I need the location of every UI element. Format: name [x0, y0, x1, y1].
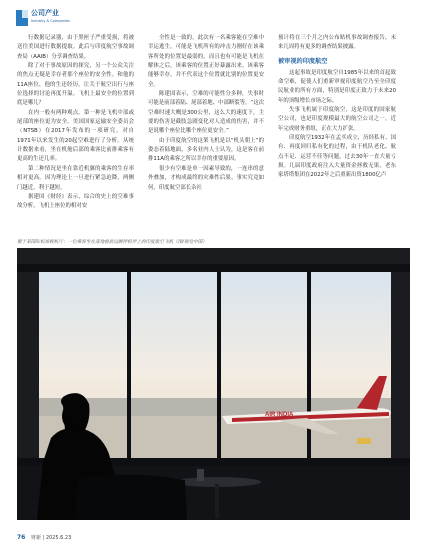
aircraft-livery-text: AIR INDIA: [265, 412, 294, 418]
window-mullion: [217, 264, 221, 464]
window-frame-top: [17, 264, 410, 272]
window-mullion: [127, 264, 131, 464]
paragraph: 很少有空难是单一因素导致的，一连串的意外叠加，才构成最终的灾难性后果。事实究竟如何，印度航空部长杂社: [148, 165, 264, 191]
paragraph: 全性是一致的。此次有一名乘客能在空难中幸运逃生，可能是飞机所有的冲击力刚好在该乘客所处的位置是最弱的，而且也有可能是飞机在解体之后，该乘客的位置正好暴露出来。该乘客能够幸存，并不代表这个位置就比别的位置更安全。: [148, 35, 264, 88]
paragraph: 行数据记录器，由于黑匣子严重受损，将被送往美国进行数据提取。此后与印度航空事故调查局（AAIB）分享调查结果。: [17, 35, 134, 60]
paragraph: 陈建国表示，空难的可能性分多种，失事时可能是前部着陆、尾部着地、中部断裂等。“这次空难时速大概是300公里，这么大的速度下，主要的伤害是截肢急剧变化对人造成的伤害，并不是说哪个座位比哪个座位更安全。”: [148, 91, 264, 135]
magazine-section-logo: [16, 8, 70, 30]
issue-info: 财新 | 2025.6.23: [30, 535, 72, 541]
photo-caption: 摄于某国际机场候机厅：一位乘客坐在落地窗前远眺停机坪上的印度航空飞机（图/视觉中国）: [17, 240, 207, 245]
article-column-1: [17, 34, 134, 232]
page-footer: [17, 534, 71, 541]
article-photo: [17, 248, 410, 520]
paragraph: 在内一般有两种观点。第一种是飞机中部或尾部的座位更为安全。美国国家运输安全委员会（NTSB）在2017年发布的一项研究，对自1971年以来发生的20起空难进行了分析。从统计数据来看，坐在机舱后部的乘客比前排乘客有更高的生还几率。: [17, 109, 134, 163]
article-column-3: [278, 34, 396, 232]
article-column-2: [148, 34, 264, 232]
ground-vehicle: [357, 438, 371, 444]
chair-silhouette: [75, 474, 187, 520]
section-logo-icon: [16, 10, 28, 26]
paragraph: 据建国《财经》表示，综合的史上的空难事故分析，飞机上座位的相对安: [17, 193, 134, 210]
paragraph: 预计将在三个月之内公布贴机事故调查报告，未来几周将有更多的调查结果披露。: [278, 35, 396, 51]
section-heading: 被审视的印度航空: [278, 57, 328, 65]
paragraph: 这起事故是印度航空自1985年以来的首起致命空难，促使人们重新审视印度航空乃至全印度民航业的所有方面，特别是印度正致力于未来20年的顶级增长市场之际。: [278, 69, 396, 104]
section-title: 公司产业: [31, 9, 59, 17]
paragraph: 印度航空1932年在孟买成立，历经私有、国有、再度回归私有化的过程，由于机队老化、航点不足、运营不佳等问题，过去30年一直大量亏损。几届印度政府注入大量资金拯救无果，老东家塔塔集团在2022年之后重新出资1800亿卢: [278, 135, 396, 179]
paragraph: 除了对于事故原因的探究，另一个公众关注的焦点无疑是幸存者那个座位的安全性。和他的11A座位，他的生还经历，让关于航空出行与座位选择的讨论再度升温。飞机上最安全的位置到底是哪儿？: [17, 63, 134, 107]
window-mullion: [307, 264, 311, 464]
paragraph: 第二种情况是坐在靠近机翼的乘客的生存率相对更高。因为理论上一旦进行紧急迫降，两侧门越近，利于越短。: [17, 165, 134, 191]
paragraph: 由于印度航空的这架飞机是以“机头朝上”的姿态着陆地面，多名业内人士认为，这是客在前排11A的乘客之所以幸存的重要原因。: [148, 137, 264, 163]
page-number: 76: [17, 534, 26, 541]
paragraph: 失事飞机属于印度航空，这是印度的国家航空公司，也是印度规模最大的航空公司之一，近年完成财务重组，正在大力扩张。: [278, 107, 396, 132]
section-subtitle: Industry & Companies: [31, 19, 70, 23]
